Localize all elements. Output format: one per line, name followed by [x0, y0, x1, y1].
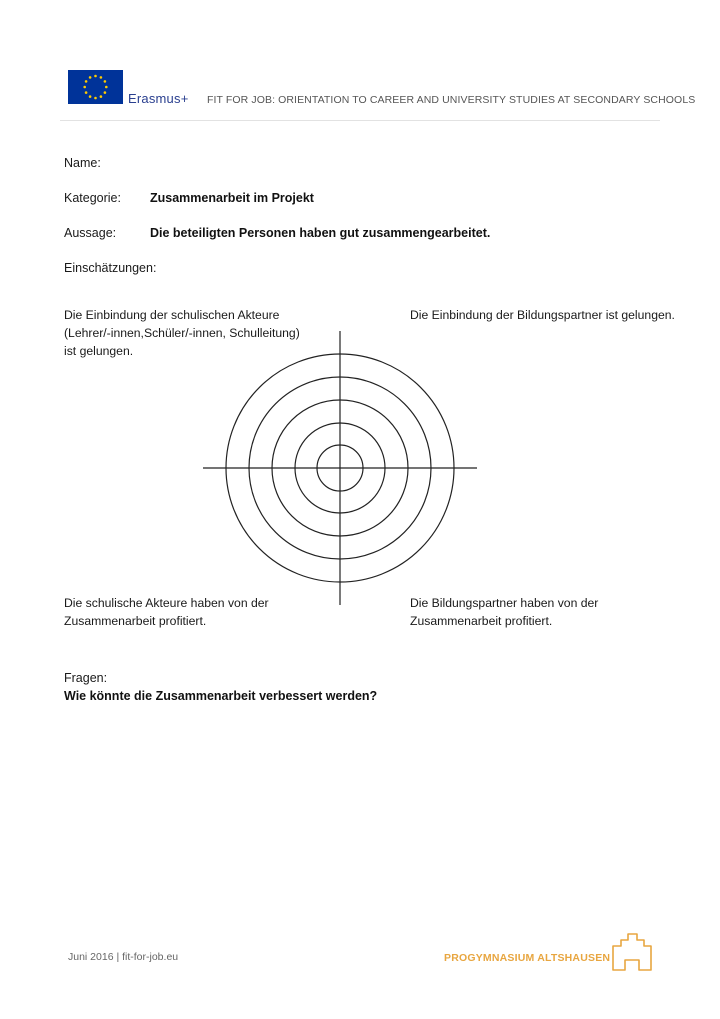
questions-label: Fragen:	[64, 671, 108, 685]
statement-label: Aussage:	[64, 226, 117, 240]
header-title: FIT FOR JOB: ORIENTATION TO CAREER AND UNIVERSITY STUDIES AT SECONDARY SCHOOLS	[207, 94, 696, 106]
quadrant-line: (Lehrer/-innen,Schüler/-innen, Schulleitung)	[64, 326, 300, 340]
eu-flag-logo	[68, 70, 123, 104]
quadrant-line: ist gelungen.	[64, 344, 134, 358]
footer-date-site: Juni 2016 | fit-for-job.eu	[68, 951, 179, 963]
header-divider	[60, 120, 660, 121]
quadrant-line: Zusammenarbeit profitiert.	[410, 614, 553, 628]
quadrant-line: Die Einbindung der Bildungspartner ist gelungen.	[410, 308, 675, 322]
school-building-icon	[611, 930, 653, 972]
question-text: Wie könnte die Zusammenarbeit verbessert werden?	[64, 689, 378, 703]
quadrant-line: Die Bildungspartner haben von der	[410, 596, 599, 610]
name-label: Name:	[64, 156, 101, 170]
quadrant-top-right-text	[410, 306, 675, 324]
rating-target-diagram	[200, 328, 480, 608]
ratings-label: Einschätzungen:	[64, 261, 157, 275]
category-value: Zusammenarbeit im Projekt	[150, 191, 314, 205]
quadrant-line: Die Einbindung der schulischen Akteure	[64, 308, 280, 322]
category-label: Kategorie:	[64, 191, 121, 205]
school-name: PROGYMNASIUM ALTSHAUSEN	[444, 952, 611, 964]
statement-value: Die beteiligten Personen haben gut zusammengearbeitet.	[150, 226, 491, 240]
eu-stars-icon	[68, 70, 123, 104]
quadrant-line: Die schulische Akteure haben von der	[64, 596, 269, 610]
quadrant-line: Zusammenarbeit profitiert.	[64, 614, 207, 628]
erasmus-wordmark: Erasmus+	[128, 91, 189, 106]
